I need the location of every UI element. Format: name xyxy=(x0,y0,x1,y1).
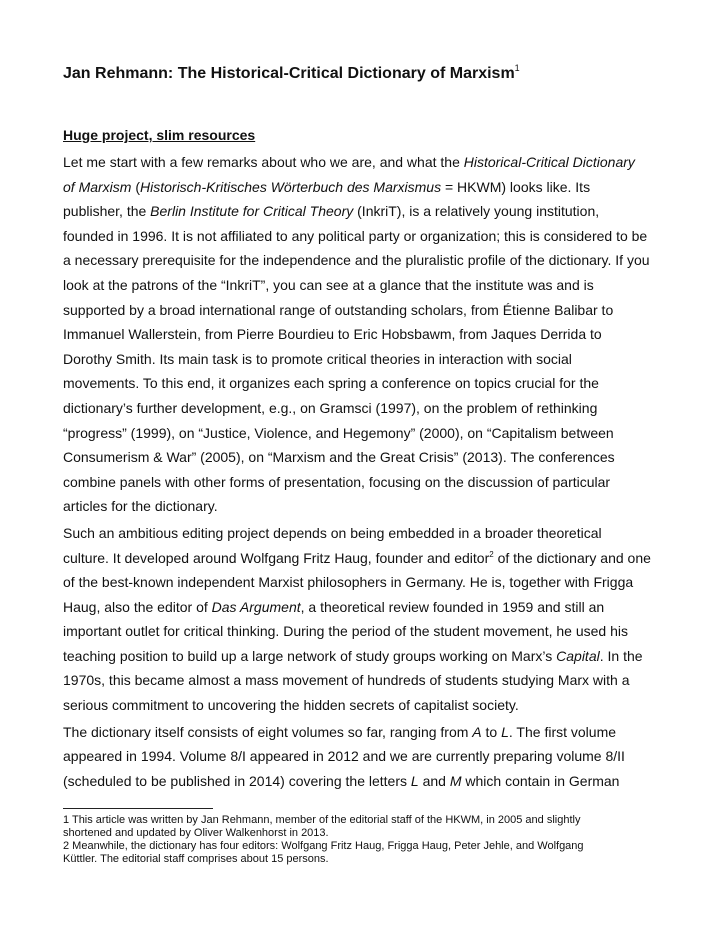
text-line xyxy=(63,445,663,470)
text-line xyxy=(63,371,663,396)
text-segment: important outlet for critical thinking. During the period of the student movement, he used his xyxy=(63,623,628,640)
document-title xyxy=(63,64,663,84)
paragraph xyxy=(63,521,663,718)
text-segment: , a theoretical review founded in 1959 and still an xyxy=(300,598,605,615)
text-line xyxy=(63,668,663,693)
text-line xyxy=(63,744,663,769)
text-line xyxy=(63,769,663,794)
text-line xyxy=(63,521,663,546)
italic-text: of Marxism xyxy=(63,178,132,195)
text-segment: dictionary’s further development, e.g., on Gramsci (1997), on the problem of rethinking xyxy=(63,399,598,416)
footnote-line: shortened and updated by Oliver Walkenhorst in 2013. xyxy=(63,827,329,839)
text-segment: supported by a broad international range of outstanding scholars, from Étienne Balibar to xyxy=(63,301,614,318)
text-segment: and xyxy=(418,772,450,789)
italic-text: L xyxy=(410,772,419,789)
text-line xyxy=(63,224,663,249)
text-line xyxy=(63,150,663,175)
text-line xyxy=(63,644,663,669)
text-line xyxy=(63,595,663,620)
text-segment: movements. To this end, it organizes each spring a conference on topics crucial for the xyxy=(63,375,599,392)
text-line xyxy=(63,396,663,421)
section-heading: Huge project, slim resources xyxy=(63,127,256,143)
text-segment: Dorothy Smith. Its main task is to promote critical theories in interaction with social xyxy=(63,350,572,367)
italic-text: Historical-Critical Dictionary xyxy=(463,154,635,170)
text-segment: Immanuel Wallerstein, from Pierre Bourdieu to Eric Hobsbawm, from Jaques Derrida to xyxy=(63,326,602,343)
text-segment: ( xyxy=(131,178,141,195)
text-segment: Such an ambitious editing project depends on being embedded in a broader theoretical xyxy=(63,524,602,541)
title-footnote-ref[interactable]: 1 xyxy=(514,63,520,73)
text-segment: of the best-known independent Marxist philosophers in Germany. He is, together with Frigga xyxy=(63,574,634,591)
text-segment: a necessary prerequisite for the independence and the pluralistic profile of the dictionary. If you xyxy=(63,252,650,269)
text-line xyxy=(63,470,663,495)
text-segment: publisher, the xyxy=(63,203,151,220)
title-text: Jan Rehmann: The Historical-Critical Dictionary of Marxism xyxy=(63,65,515,82)
footnote-line: 1 This article was written by Jan Rehmann, member of the editorial staff of the HKWM, in 2005 and slightly xyxy=(63,814,581,826)
text-line xyxy=(63,248,663,273)
text-line xyxy=(63,693,663,718)
text-segment: 1970s, this became almost a mass movement of hundreds of students studying Marx with a xyxy=(63,672,630,689)
paragraph xyxy=(63,150,663,519)
text-segment: teaching position to build up a large network of study groups working on Marx’s xyxy=(63,647,557,664)
text-line xyxy=(63,494,663,519)
text-segment: . In the xyxy=(599,647,643,664)
text-segment: founded in 1996. It is not affiliated to any political party or organization; this is considered to be xyxy=(63,227,648,244)
body-text xyxy=(63,150,663,795)
text-segment: to xyxy=(481,723,502,740)
text-segment: . The first volume xyxy=(508,723,617,740)
italic-text: L xyxy=(501,723,509,740)
footnote-1 xyxy=(63,814,663,840)
text-segment: look at the patrons of the “InkriT”, you can see at a glance that the institute was and is xyxy=(63,276,594,293)
italic-text: A xyxy=(472,723,482,740)
text-line xyxy=(63,570,663,595)
text-segment: which contain in German xyxy=(461,772,620,789)
footnote-divider xyxy=(63,808,213,809)
text-segment: of the dictionary and one xyxy=(493,549,651,566)
text-segment: = HKWM) looks like. Its xyxy=(441,178,591,195)
text-segment: combine panels with other forms of presentation, focusing on the discussion of particular xyxy=(63,473,611,490)
italic-text: Das Argument xyxy=(211,598,301,615)
italic-text: Historisch-Kritisches Wörterbuch des Marxismus xyxy=(140,178,442,195)
text-segment: “progress” (1999), on “Justice, Violence, and Hegemony” (2000), on “Capitalism between xyxy=(63,424,614,441)
text-line xyxy=(63,546,663,571)
text-segment: (InkriT), is a relatively young institution, xyxy=(353,203,600,220)
text-segment: Haug, also the editor of xyxy=(63,598,212,615)
footnote-line: 2 Meanwhile, the dictionary has four editors: Wolfgang Fritz Haug, Frigga Haug, Peter Jehle, and Wolfgang xyxy=(63,840,584,852)
paragraph xyxy=(63,720,663,794)
footnote-2 xyxy=(63,840,663,866)
text-line xyxy=(63,720,663,745)
text-line xyxy=(63,347,663,372)
text-line xyxy=(63,273,663,298)
text-line xyxy=(63,421,663,446)
italic-text: Capital xyxy=(556,647,600,664)
text-segment: appeared in 1994. Volume 8/I appeared in 2012 and we are currently preparing volume 8/II xyxy=(63,748,625,765)
footnote-line: Küttler. The editorial staff comprises about 15 persons. xyxy=(63,853,329,865)
text-segment: serious commitment to uncovering the hidden secrets of capitalist society. xyxy=(63,697,519,714)
text-segment: articles for the dictionary. xyxy=(63,498,218,515)
text-segment: Consumerism & War” (2005), on “Marxism and the Great Crisis” (2013). The conferences xyxy=(63,449,615,466)
footnote-ref[interactable]: 2 xyxy=(489,549,494,559)
text-line xyxy=(63,298,663,323)
text-line xyxy=(63,175,663,200)
text-segment: The dictionary itself consists of eight volumes so far, ranging from xyxy=(63,723,473,740)
text-segment: (scheduled to be published in 2014) covering the letters xyxy=(63,772,411,789)
footnotes xyxy=(63,814,663,866)
italic-text: M xyxy=(449,772,462,789)
text-line xyxy=(63,199,663,224)
text-segment: Let me start with a few remarks about who we are, and what the xyxy=(63,154,464,170)
italic-text: Berlin Institute for Critical Theory xyxy=(150,203,354,220)
text-segment: culture. It developed around Wolfgang Fritz Haug, founder and editor xyxy=(63,549,490,566)
text-line xyxy=(63,322,663,347)
text-line xyxy=(63,619,663,644)
